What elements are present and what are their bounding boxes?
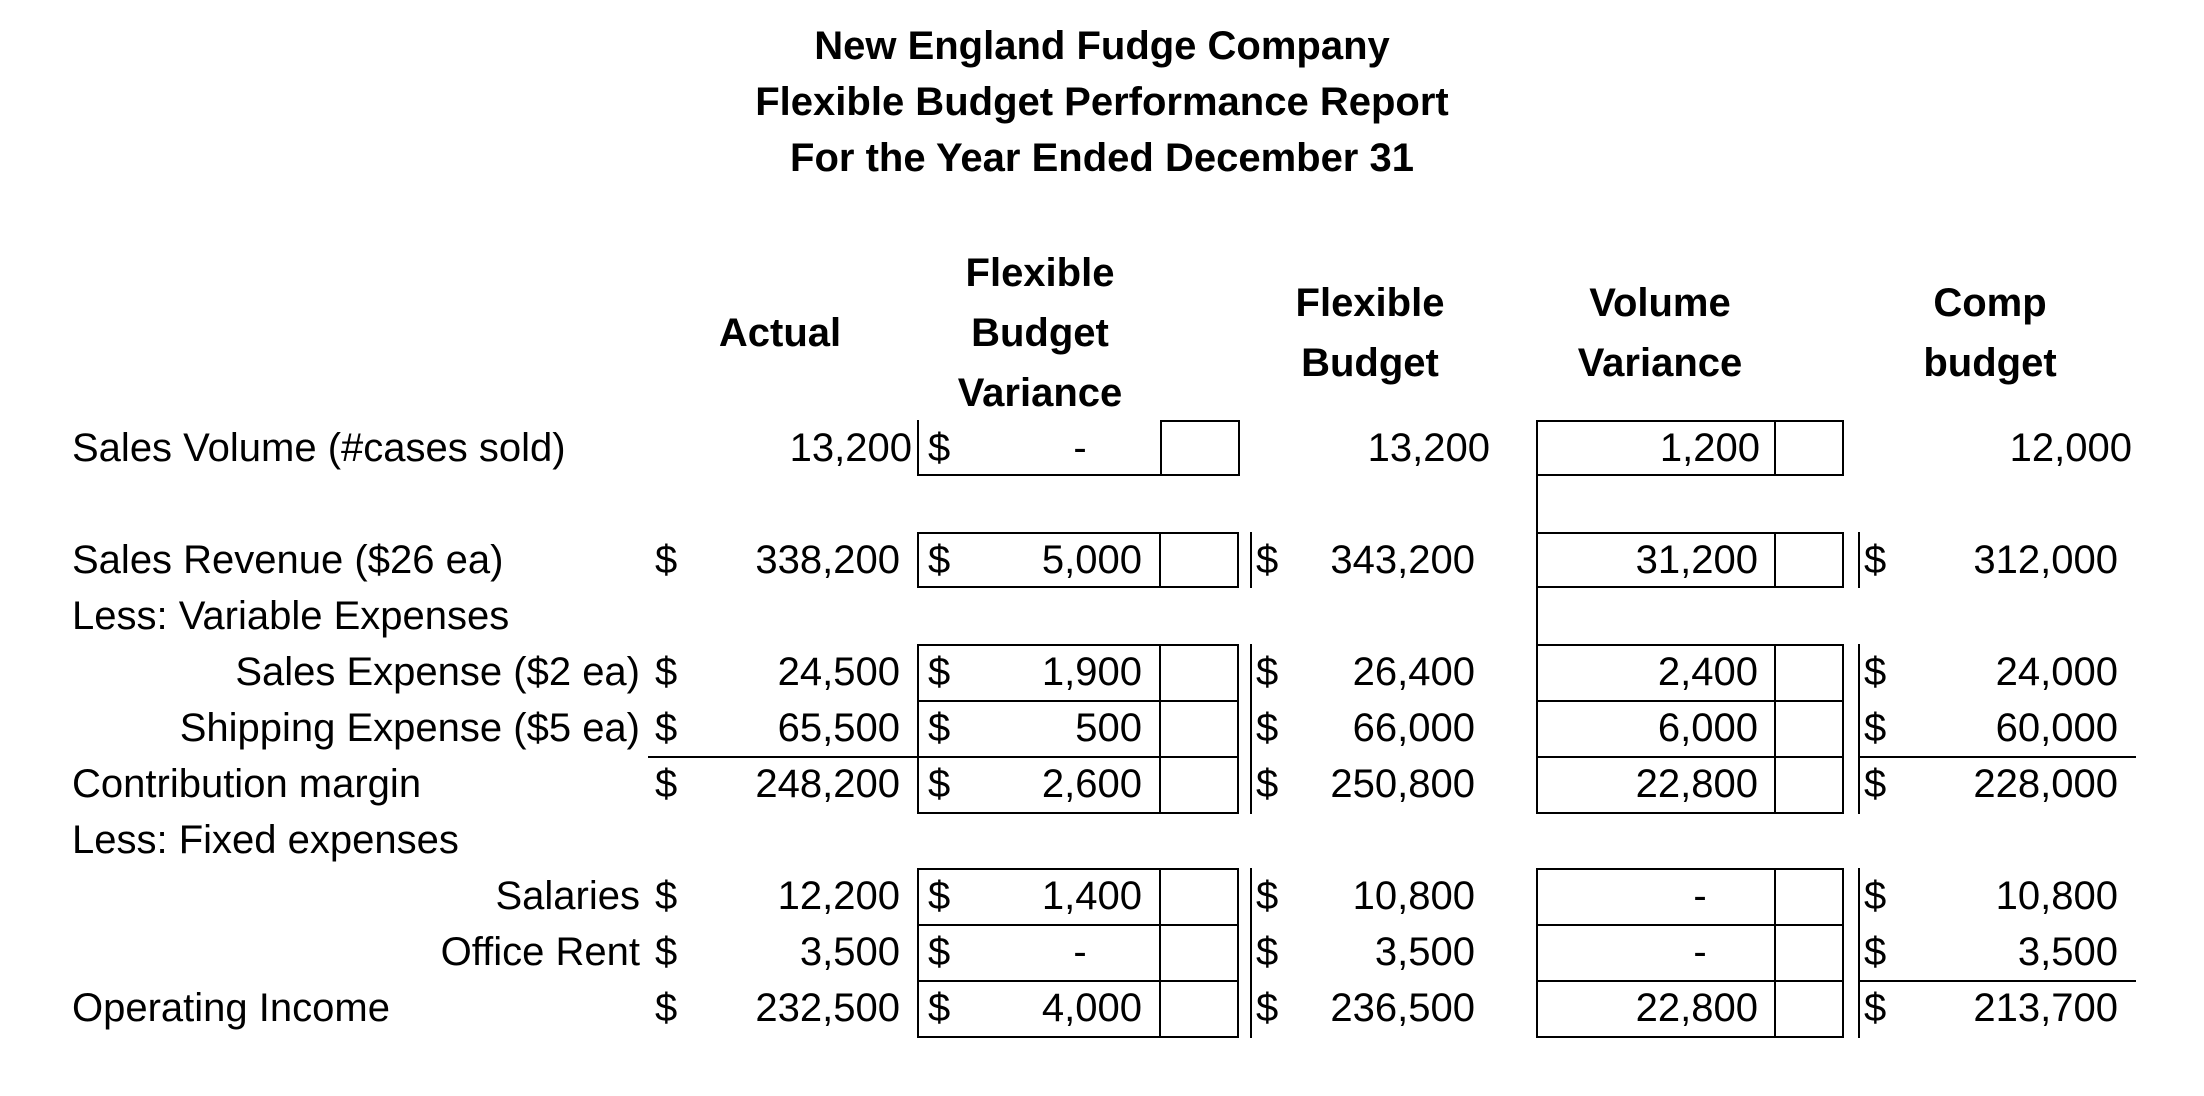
cell-border <box>1536 588 1538 644</box>
cell-border <box>1250 644 1252 814</box>
header-fb-2: Budget <box>1301 341 1439 385</box>
actual-value: 338,200 <box>755 538 900 582</box>
cell-border <box>1250 868 1252 1038</box>
row-label-sales-expense: Sales Expense ($2 ea) <box>235 650 640 694</box>
fb-value: 236,500 <box>1330 986 1475 1030</box>
report-title: Flexible Budget Performance Report <box>755 80 1449 124</box>
fbv-currency: $ <box>928 986 951 1030</box>
cb-currency: $ <box>1864 650 1887 694</box>
cb-currency: $ <box>1864 538 1887 582</box>
cell-border <box>1774 924 1844 926</box>
row-label-sales-volume: Sales Volume (#cases sold) <box>72 426 566 470</box>
cell-border <box>917 420 1161 476</box>
cell-border <box>1159 924 1239 926</box>
row-label-shipping-expense: Shipping Expense ($5 ea) <box>179 706 640 750</box>
cell-border <box>1536 924 1776 926</box>
cell-border <box>1536 476 1538 532</box>
cell-border <box>1159 980 1239 982</box>
cell-box <box>1159 532 1239 588</box>
cell-box <box>1774 868 1844 1038</box>
company-name: New England Fudge Company <box>814 24 1390 68</box>
cell-border <box>1159 756 1239 758</box>
fbv-currency: $ <box>928 538 951 582</box>
cell-box <box>1774 420 1844 476</box>
vv-value: 22,800 <box>1635 762 1758 806</box>
header-fbv-2: Budget <box>971 311 1109 355</box>
fbv-currency: $ <box>928 762 951 806</box>
row-label-office-rent: Office Rent <box>440 930 640 974</box>
actual-value: 24,500 <box>777 650 900 694</box>
row-label-operating-income: Operating Income <box>72 986 390 1030</box>
cb-value: 312,000 <box>1973 538 2118 582</box>
cb-value: 3,500 <box>2017 930 2118 974</box>
actual-currency: $ <box>655 874 678 918</box>
fbv-value: 5,000 <box>1041 538 1142 582</box>
fb-currency: $ <box>1256 874 1279 918</box>
cell-border <box>1159 700 1239 702</box>
cb-currency: $ <box>1864 930 1887 974</box>
vv-value: 22,800 <box>1635 986 1758 1030</box>
cell-border <box>1858 644 1860 814</box>
fbv-currency: $ <box>928 930 951 974</box>
cell-box <box>1774 644 1844 814</box>
row-label-fixed-expenses: Less: Fixed expenses <box>72 818 459 862</box>
fbv-value: 2,600 <box>1041 762 1142 806</box>
cb-value: 24,000 <box>1995 650 2118 694</box>
row-label-variable-expenses: Less: Variable Expenses <box>72 594 510 638</box>
header-fb-1: Flexible <box>1295 281 1445 325</box>
row-label-contribution-margin: Contribution margin <box>72 762 422 806</box>
fb-value: 343,200 <box>1330 538 1475 582</box>
fb-currency: $ <box>1256 650 1279 694</box>
fb-currency: $ <box>1256 762 1279 806</box>
header-vv-2: Variance <box>1577 341 1743 385</box>
cell-box <box>1159 868 1239 1038</box>
actual-currency: $ <box>655 930 678 974</box>
fbv-value: 4,000 <box>1041 986 1142 1030</box>
actual-value: 13,200 <box>789 426 912 470</box>
actual-currency: $ <box>655 706 678 750</box>
cell-box <box>1774 532 1844 588</box>
cb-value: 12,000 <box>2009 426 2132 470</box>
row-label-sales-revenue: Sales Revenue ($26 ea) <box>72 538 504 582</box>
cb-currency: $ <box>1864 874 1887 918</box>
report-period: For the Year Ended December 31 <box>790 136 1414 180</box>
actual-value: 12,200 <box>777 874 900 918</box>
cell-border <box>1250 532 1252 588</box>
fb-currency: $ <box>1256 986 1279 1030</box>
fb-currency: $ <box>1256 706 1279 750</box>
cb-value: 228,000 <box>1973 762 2118 806</box>
cb-value: 213,700 <box>1973 986 2118 1030</box>
actual-value: 248,200 <box>755 762 900 806</box>
vv-value: 1,200 <box>1659 426 1760 470</box>
fb-value: 3,500 <box>1374 930 1475 974</box>
actual-currency: $ <box>655 650 678 694</box>
cell-box <box>1160 420 1240 476</box>
cell-border <box>1858 868 1860 1038</box>
cell-border <box>917 924 1161 926</box>
actual-currency: $ <box>655 986 678 1030</box>
header-vv-1: Volume <box>1589 281 1731 325</box>
fb-value: 66,000 <box>1352 706 1475 750</box>
cell-border <box>1858 532 1860 588</box>
fbv-currency: $ <box>928 426 951 470</box>
cb-currency: $ <box>1864 986 1887 1030</box>
fb-value: 250,800 <box>1330 762 1475 806</box>
fb-value: 26,400 <box>1352 650 1475 694</box>
fbv-value: 1,400 <box>1041 874 1142 918</box>
vv-value: 31,200 <box>1635 538 1758 582</box>
fbv-value: - <box>1073 426 1087 470</box>
header-cb-2: budget <box>1923 341 2057 385</box>
cell-box <box>1159 644 1239 814</box>
cell-border <box>1774 980 1844 982</box>
row-label-salaries: Salaries <box>495 874 640 918</box>
fbv-currency: $ <box>928 706 951 750</box>
actual-currency: $ <box>655 538 678 582</box>
fb-value: 13,200 <box>1367 426 1490 470</box>
actual-value: 232,500 <box>755 986 900 1030</box>
cb-value: 60,000 <box>1995 706 2118 750</box>
cell-border <box>1774 756 1844 758</box>
cb-currency: $ <box>1864 762 1887 806</box>
cb-currency: $ <box>1864 706 1887 750</box>
cb-value: 10,800 <box>1995 874 2118 918</box>
header-cb-1: Comp <box>1933 281 2047 325</box>
fb-currency: $ <box>1256 538 1279 582</box>
fb-currency: $ <box>1256 930 1279 974</box>
fb-value: 10,800 <box>1352 874 1475 918</box>
actual-value: 3,500 <box>799 930 900 974</box>
header-fbv-1: Flexible <box>965 251 1115 295</box>
vv-value: 2,400 <box>1657 650 1758 694</box>
header-fbv-3: Variance <box>957 371 1123 415</box>
vv-value: - <box>1693 874 1707 918</box>
fbv-currency: $ <box>928 650 951 694</box>
header-actual: Actual <box>718 311 842 355</box>
vv-value: - <box>1693 930 1707 974</box>
fbv-value: 500 <box>1075 706 1142 750</box>
actual-value: 65,500 <box>777 706 900 750</box>
fbv-value: 1,900 <box>1041 650 1142 694</box>
actual-currency: $ <box>655 762 678 806</box>
fbv-currency: $ <box>928 874 951 918</box>
fbv-value: - <box>1073 930 1087 974</box>
cell-border <box>1774 700 1844 702</box>
vv-value: 6,000 <box>1657 706 1758 750</box>
